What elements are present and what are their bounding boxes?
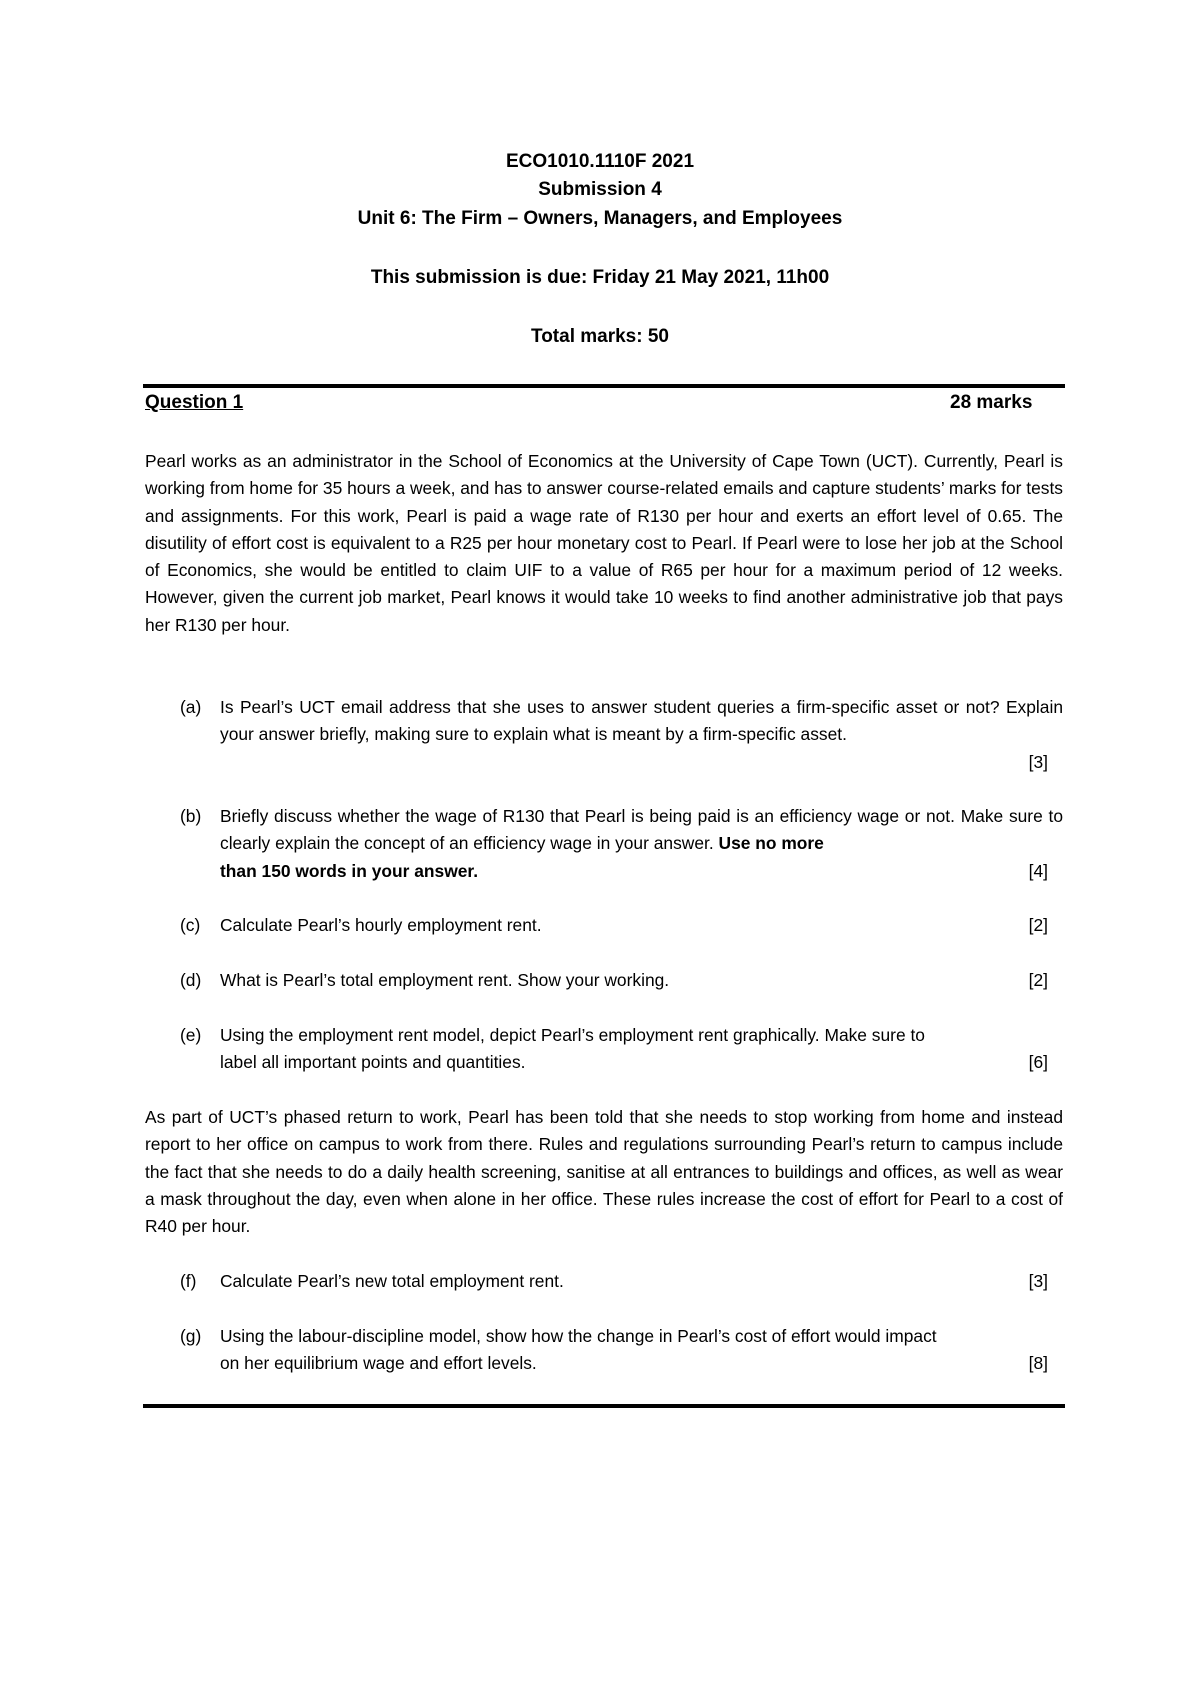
item-mark: [3] [1028, 751, 1048, 772]
item-last-line [220, 912, 1063, 939]
item-text: What is Pearl’s total employment rent. Show your working. [220, 970, 670, 990]
item-letter: (d) [180, 970, 202, 990]
item-letter: (e) [180, 1025, 202, 1045]
item-last-line [220, 1350, 1063, 1377]
question-marks: 28 marks [950, 392, 1033, 413]
question-item-c [145, 912, 1063, 939]
item-mark: [3] [1028, 1271, 1048, 1291]
item-last-line [220, 1268, 1063, 1295]
course-code: ECO1010.1110F 2021 [505, 151, 695, 172]
item-text: on her equilibrium wage and effort levels. [220, 1353, 537, 1374]
item-letter: (a) [180, 697, 202, 717]
item-text-emphasis: than 150 words in your answer. [220, 860, 479, 881]
item-letter: (f) [180, 1271, 197, 1291]
item-text: Calculate Pearl’s hourly employment rent. [220, 915, 542, 935]
top-divider [143, 384, 1065, 388]
item-mark: [2] [1028, 970, 1048, 990]
item-text: Calculate Pearl’s new total employment rent. [220, 1271, 564, 1291]
total-marks: Total marks: 50 [531, 326, 669, 347]
question-title: Question 1 [145, 392, 244, 413]
item-mark: [2] [1028, 915, 1048, 935]
item-last-line [220, 858, 1063, 885]
item-text-emphasis: Use no more [718, 833, 824, 854]
question-item-f [145, 1268, 1063, 1295]
item-last-line [220, 1049, 1063, 1076]
item-text: label all important points and quantities. [220, 1052, 526, 1073]
return-paragraph: As part of UCT’s phased return to work, Pearl has been told that she needs to stop working from home and instead report to her office on campus to work from there. Rules and regulations surrounding Pearl’s return to campus include the fact that she needs to do a daily health screening, sanitise at all entrances to buildings and offices, as well as wear a mask throughout the day, even when alone in her office. These rules increase the cost of effort for Pearl to a cost of R40 per hour. [145, 1107, 1063, 1237]
item-last-line [220, 967, 1063, 994]
unit-title: Unit 6: The Firm – Owners, Managers, and Employees [357, 208, 843, 229]
question-item-e [145, 1022, 1063, 1077]
question-item-d [145, 967, 1063, 994]
item-letter: (g) [180, 1326, 202, 1346]
question-item-b [145, 803, 1063, 885]
item-letter: (c) [180, 915, 201, 935]
item-text: Using the employment rent model, depict Pearl’s employment rent graphically. Make sure to [220, 1025, 925, 1045]
item-text: Using the labour-discipline model, show how the change in Pearl’s cost of effort would impact [220, 1326, 937, 1346]
item-text-main: Briefly discuss whether the wage of R130 that Pearl is being paid is an efficiency wage or not. Make sure to clearly explain the concept of an efficiency wage in your answer. [220, 806, 1063, 854]
item-mark: [8] [1028, 1353, 1048, 1374]
item-text [220, 803, 1063, 858]
bottom-divider [143, 1404, 1065, 1408]
item-text: Is Pearl’s UCT email address that she uses to answer student queries a firm-specific asset or not? Explain your answer briefly, making sure to explain what is meant by a firm-specific asset. [220, 697, 1063, 745]
question-item-a [145, 694, 1063, 776]
item-mark: [4] [1028, 860, 1048, 881]
item-mark: [6] [1028, 1052, 1048, 1073]
submission-number: Submission 4 [538, 179, 662, 200]
question-item-g [145, 1323, 1063, 1378]
due-date: This submission is due: Friday 21 May 2021, 11h00 [370, 267, 830, 288]
intro-paragraph: Pearl works as an administrator in the School of Economics at the University of Cape Town (UCT). Currently, Pearl is working from home for 35 hours a week, and has to answer course-related emails and capture students’ marks for tests and assignments. For this work, Pearl is paid a wage rate of R130 per hour and exerts an effort level of 0.65. The disutility of effort cost is equivalent to a R25 per hour monetary cost to Pearl. If Pearl were to lose her job at the School of Economics, she would be entitled to claim UIF to a value of R65 per hour for a maximum period of 12 weeks. However, given the current job market, Pearl knows it would take 10 weeks to find another administrative job that pays her R130 per hour. [145, 451, 1063, 635]
item-letter: (b) [180, 806, 202, 826]
